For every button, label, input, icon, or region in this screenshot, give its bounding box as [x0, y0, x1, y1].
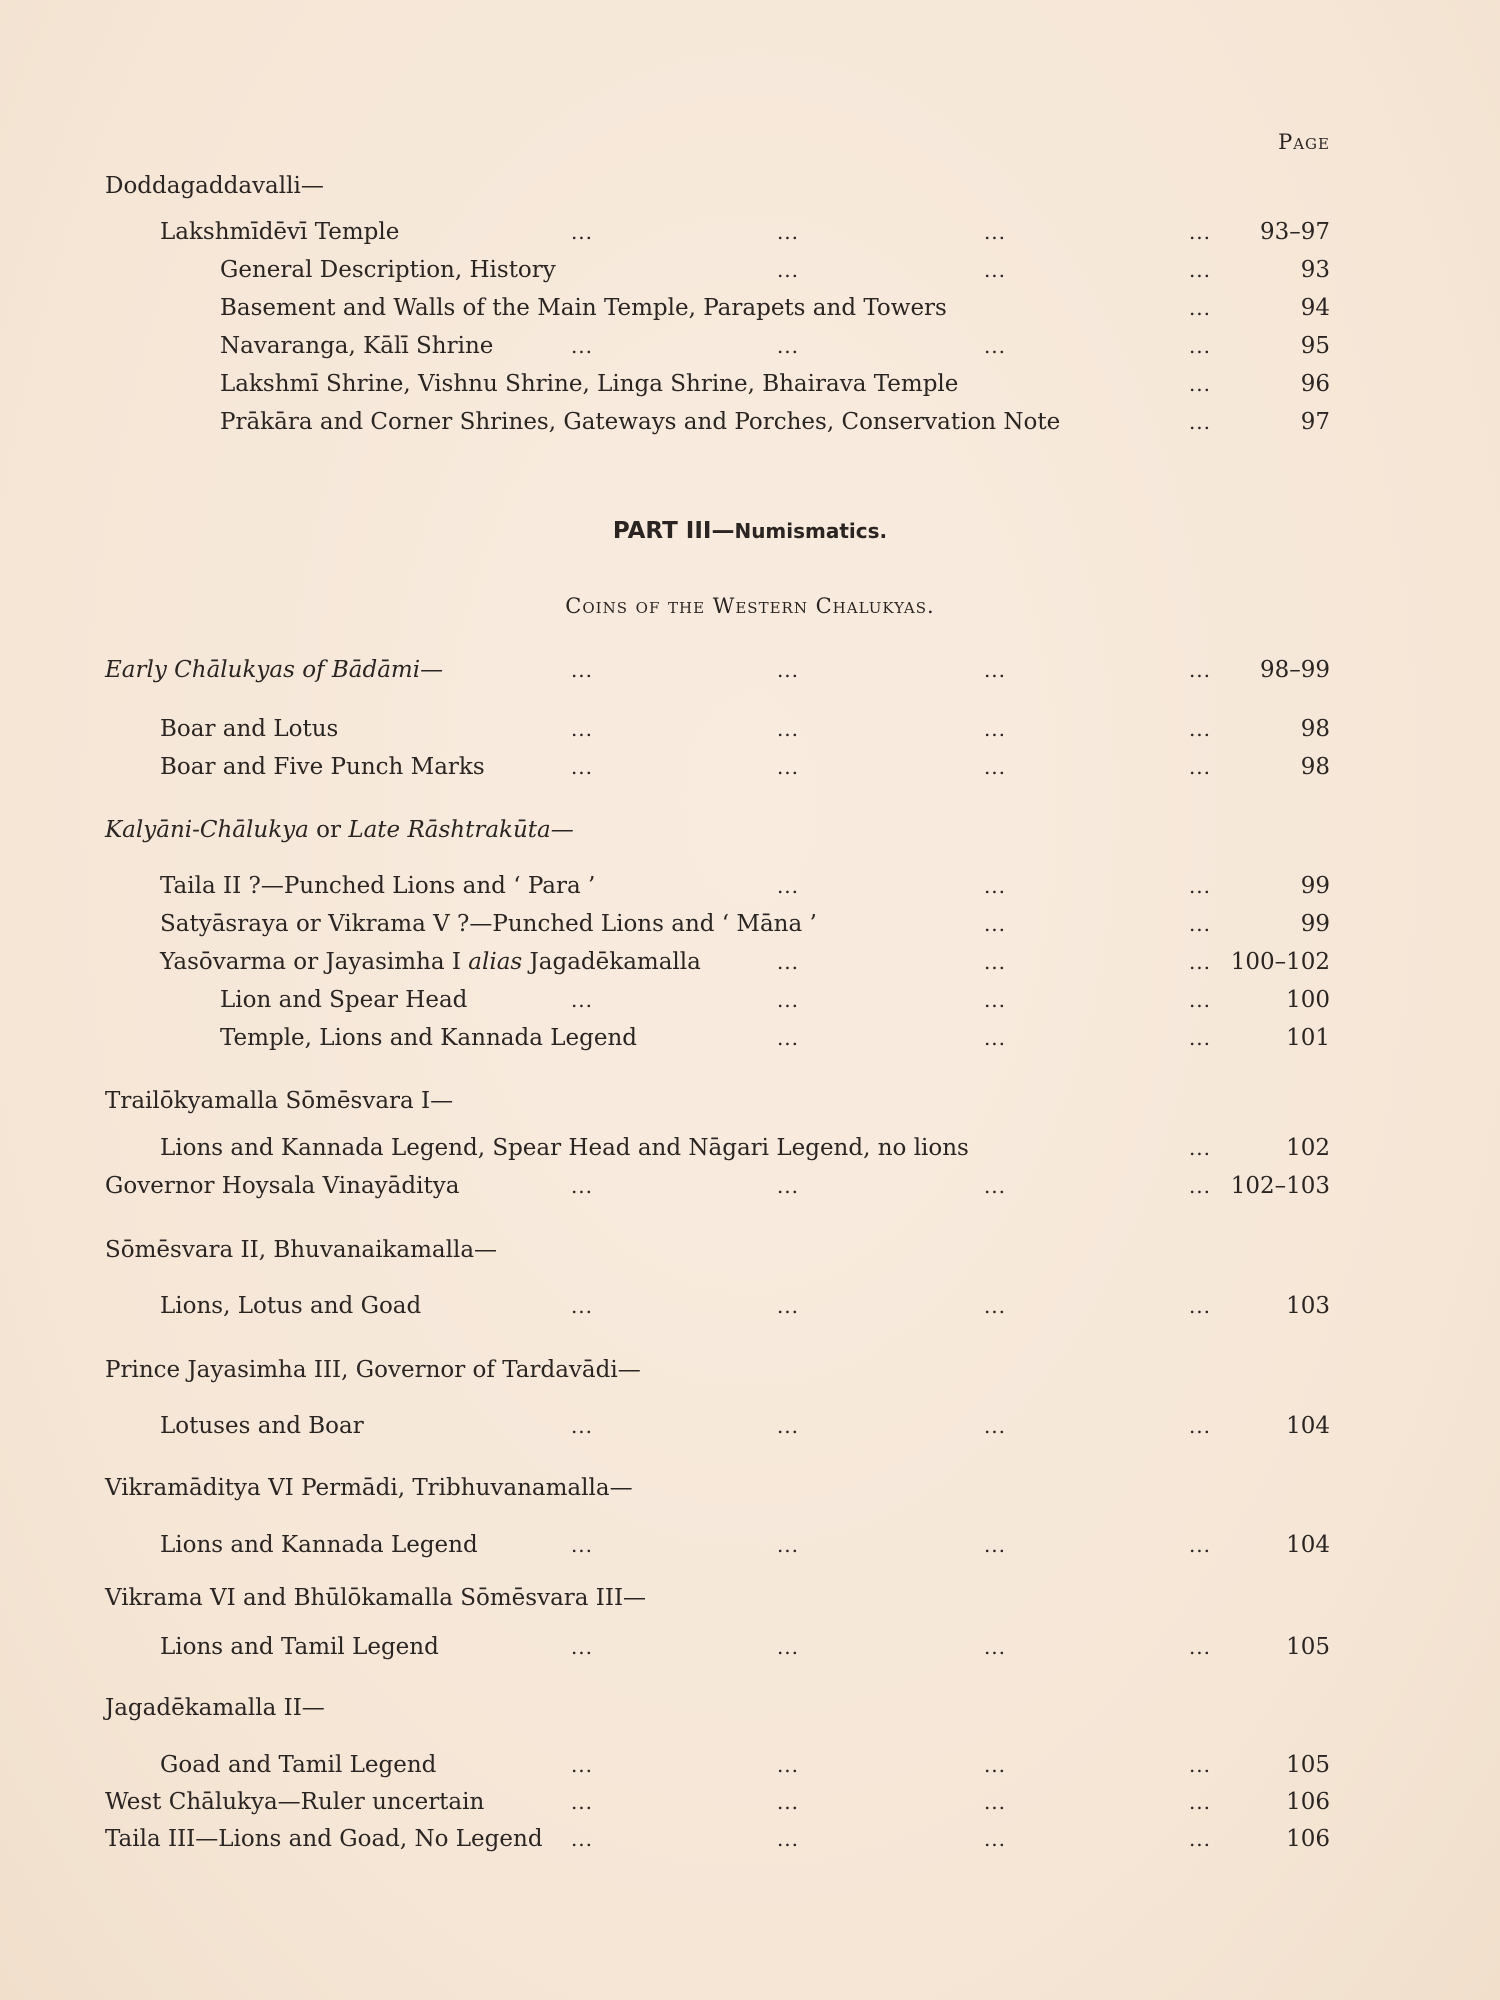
leader-dots: ...: [1188, 334, 1212, 358]
leader-dots: ...: [776, 1635, 800, 1659]
toc-entry-vikramaditya-vi: [0, 1472, 1500, 1504]
entry-page: 100–102: [1230, 949, 1330, 975]
leader-dots: ...: [1188, 912, 1212, 936]
entry-page: 93: [1300, 257, 1330, 283]
toc-entry-somesvara-ii: [0, 1234, 1500, 1266]
leader-dots: ...: [1188, 410, 1212, 434]
toc-entry-west-chalukya: [0, 1786, 1500, 1818]
leader-dots: ...: [1188, 1753, 1212, 1777]
entry-title: Governor Hoysala Vinayāditya: [105, 1173, 460, 1199]
leader-dots: ...: [776, 950, 800, 974]
leader-dots: ...: [983, 1026, 1007, 1050]
entry-title: Prince Jayasimha III, Governor of Tardavādi—: [105, 1357, 641, 1383]
entry-page: 100: [1286, 987, 1330, 1013]
leader-dots: ...: [776, 658, 800, 682]
toc-entry-lions-tamil: [0, 1631, 1500, 1663]
toc-entry-boar-punch-marks: [0, 751, 1500, 783]
leader-dots: ...: [983, 220, 1007, 244]
entry-title: Taila II ?—Punched Lions and ‘ Para ’: [160, 873, 596, 899]
leader-dots: ...: [570, 1790, 594, 1814]
entry-page: 98–99: [1259, 657, 1330, 683]
entry-title: Early Chālukyas of Bādāmi—: [105, 657, 444, 683]
entry-title: Prākāra and Corner Shrines, Gateways and Porches, Conservation Note: [220, 409, 1061, 435]
entry-page: 98: [1300, 754, 1330, 780]
entry-page: 101: [1286, 1025, 1330, 1051]
entry-title: Vikramāditya VI Permādi, Tribhuvanamalla—: [105, 1475, 633, 1501]
leader-dots: ...: [570, 1294, 594, 1318]
entry-title: Satyāsraya or Vikrama V ?—Punched Lions and ‘ Māna ’: [160, 911, 817, 937]
toc-entry-taila-iii: [0, 1823, 1500, 1855]
section-heading: Coins of the Western Chalukyas.: [565, 594, 935, 618]
entry-page: 103: [1286, 1293, 1330, 1319]
leader-dots: ...: [570, 755, 594, 779]
entry-title: West Chālukya—Ruler uncertain: [105, 1789, 485, 1815]
leader-dots: ...: [983, 755, 1007, 779]
entry-page: 95: [1300, 333, 1330, 359]
entry-title: Lions and Tamil Legend: [160, 1634, 439, 1660]
leader-dots: ...: [983, 334, 1007, 358]
entry-page: 102: [1286, 1135, 1330, 1161]
leader-dots: ...: [776, 1026, 800, 1050]
leader-dots: ...: [1188, 658, 1212, 682]
entry-title: Lions and Kannada Legend, Spear Head and Nāgari Legend, no lions: [160, 1135, 969, 1161]
entry-title: General Description, History: [220, 257, 556, 283]
leader-dots: ...: [983, 1790, 1007, 1814]
entry-page: 99: [1300, 873, 1330, 899]
toc-entry-lion-spear: [0, 984, 1500, 1016]
leader-dots: ...: [983, 1174, 1007, 1198]
leader-dots: ...: [983, 658, 1007, 682]
leader-dots: ...: [1188, 1174, 1212, 1198]
toc-entry-trailokyamalla: [0, 1085, 1500, 1117]
toc-entry-satyasraya: [0, 908, 1500, 940]
leader-dots: ...: [983, 717, 1007, 741]
toc-entry-lotuses-boar: [0, 1410, 1500, 1442]
leader-dots: ...: [983, 912, 1007, 936]
leader-dots: ...: [776, 1827, 800, 1851]
leader-dots: ...: [1188, 258, 1212, 282]
entry-title: Kalyāni-Chālukya or Late Rāshtrakūta—: [105, 817, 574, 843]
leader-dots: ...: [983, 1294, 1007, 1318]
toc-entry-taila-ii: [0, 870, 1500, 902]
leader-dots: ...: [776, 1174, 800, 1198]
toc-entry-temple-lions: [0, 1022, 1500, 1054]
toc-entry-lakshmi-shrine: [0, 368, 1500, 400]
leader-dots: ...: [570, 1635, 594, 1659]
part-heading-sub: Numismatics.: [734, 519, 888, 543]
toc-entry-hoysala-vinayaditya: [0, 1170, 1500, 1202]
leader-dots: ...: [570, 220, 594, 244]
entry-title: Lion and Spear Head: [220, 987, 468, 1013]
entry-page: 106: [1286, 1826, 1330, 1852]
entry-page: 105: [1286, 1752, 1330, 1778]
leader-dots: ...: [776, 1533, 800, 1557]
toc-entry-navaranga: [0, 330, 1500, 362]
leader-dots: ...: [1188, 1414, 1212, 1438]
toc-entry-prakara: [0, 406, 1500, 438]
entry-title: Yasōvarma or Jayasimha I alias Jagadēkamalla: [160, 949, 701, 975]
leader-dots: ...: [776, 717, 800, 741]
leader-dots: ...: [1188, 1294, 1212, 1318]
entry-title: Temple, Lions and Kannada Legend: [220, 1025, 637, 1051]
entry-title: Lions and Kannada Legend: [160, 1532, 478, 1558]
entry-title: Lotuses and Boar: [160, 1413, 364, 1439]
toc-entry-boar-lotus: [0, 713, 1500, 745]
leader-dots: ...: [776, 874, 800, 898]
entry-title: Doddagaddavalli—: [105, 173, 324, 199]
entry-page: 94: [1300, 295, 1330, 321]
entry-page: 102–103: [1230, 1173, 1330, 1199]
entry-page: 104: [1286, 1413, 1330, 1439]
leader-dots: ...: [983, 1635, 1007, 1659]
entry-title: Jagadēkamalla II—: [105, 1695, 325, 1721]
entry-page: 96: [1300, 371, 1330, 397]
leader-dots: ...: [776, 258, 800, 282]
toc-entry-general-description: [0, 254, 1500, 286]
part-heading: [0, 518, 1500, 544]
leader-dots: ...: [1188, 950, 1212, 974]
leader-dots: ...: [1188, 1635, 1212, 1659]
leader-dots: ...: [983, 1414, 1007, 1438]
entry-title: Navaranga, Kālī Shrine: [220, 333, 494, 359]
toc-entry-vikrama-vi-bhulokamalla: [0, 1582, 1500, 1614]
leader-dots: ...: [983, 950, 1007, 974]
leader-dots: ...: [776, 1753, 800, 1777]
leader-dots: ...: [1188, 296, 1212, 320]
leader-dots: ...: [570, 334, 594, 358]
leader-dots: ...: [983, 874, 1007, 898]
leader-dots: ...: [983, 258, 1007, 282]
toc-entry-jagadekamalla-ii: [0, 1692, 1500, 1724]
entry-title: Boar and Five Punch Marks: [160, 754, 485, 780]
leader-dots: ...: [1188, 1790, 1212, 1814]
leader-dots: ...: [776, 334, 800, 358]
toc-entry-prince-jayasimha: [0, 1354, 1500, 1386]
entry-title: Lions, Lotus and Goad: [160, 1293, 422, 1319]
leader-dots: ...: [1188, 1026, 1212, 1050]
entry-page: 99: [1300, 911, 1330, 937]
leader-dots: ...: [983, 1753, 1007, 1777]
toc-entry-lions-kannada: [0, 1529, 1500, 1561]
toc-entry-early-chalukyas: [0, 654, 1500, 686]
leader-dots: ...: [1188, 874, 1212, 898]
leader-dots: ...: [570, 1827, 594, 1851]
entry-page: 104: [1286, 1532, 1330, 1558]
toc-entry-lakshmidevi-temple: [0, 216, 1500, 248]
entry-title: Basement and Walls of the Main Temple, Parapets and Towers: [220, 295, 947, 321]
page-column-label: Page: [1278, 130, 1330, 154]
toc-entry-lions-kannada-nagari: [0, 1132, 1500, 1164]
leader-dots: ...: [1188, 1827, 1212, 1851]
entry-page: 106: [1286, 1789, 1330, 1815]
entry-title: Vikrama VI and Bhūlōkamalla Sōmēsvara III—: [105, 1585, 647, 1611]
leader-dots: ...: [570, 1414, 594, 1438]
toc-entry-lions-lotus-goad: [0, 1290, 1500, 1322]
toc-entry-yasovarma: [0, 946, 1500, 978]
leader-dots: ...: [983, 988, 1007, 1012]
leader-dots: ...: [983, 1533, 1007, 1557]
leader-dots: ...: [1188, 372, 1212, 396]
leader-dots: ...: [776, 1414, 800, 1438]
entry-title: Sōmēsvara II, Bhuvanaikamalla—: [105, 1237, 498, 1263]
entry-page: 93–97: [1259, 219, 1330, 245]
entry-title: Taila III—Lions and Goad, No Legend: [105, 1826, 543, 1852]
leader-dots: ...: [1188, 755, 1212, 779]
entry-title: Goad and Tamil Legend: [160, 1752, 437, 1778]
leader-dots: ...: [776, 220, 800, 244]
leader-dots: ...: [1188, 717, 1212, 741]
leader-dots: ...: [570, 1533, 594, 1557]
leader-dots: ...: [983, 1827, 1007, 1851]
leader-dots: ...: [1188, 988, 1212, 1012]
leader-dots: ...: [776, 1790, 800, 1814]
toc-entry-basement-walls: [0, 292, 1500, 324]
entry-title: Boar and Lotus: [160, 716, 339, 742]
leader-dots: ...: [1188, 220, 1212, 244]
toc-entry-doddagaddavalli: [0, 170, 1500, 202]
toc-entry-kalyani-chalukya: [0, 814, 1500, 846]
leader-dots: ...: [570, 1753, 594, 1777]
leader-dots: ...: [1188, 1136, 1212, 1160]
leader-dots: ...: [570, 717, 594, 741]
leader-dots: ...: [776, 988, 800, 1012]
entry-page: 98: [1300, 716, 1330, 742]
leader-dots: ...: [570, 658, 594, 682]
part-heading-main: PART III—: [612, 518, 735, 544]
toc-entry-goad-tamil: [0, 1749, 1500, 1781]
leader-dots: ...: [776, 755, 800, 779]
leader-dots: ...: [570, 988, 594, 1012]
entry-title: Trailōkyamalla Sōmēsvara I—: [105, 1088, 454, 1114]
leader-dots: ...: [776, 1294, 800, 1318]
leader-dots: ...: [570, 1174, 594, 1198]
entry-page: 97: [1300, 409, 1330, 435]
entry-title: Lakshmī Shrine, Vishnu Shrine, Linga Shrine, Bhairava Temple: [220, 371, 959, 397]
entry-page: 105: [1286, 1634, 1330, 1660]
entry-title: Lakshmīdēvī Temple: [160, 219, 400, 245]
leader-dots: ...: [1188, 1533, 1212, 1557]
